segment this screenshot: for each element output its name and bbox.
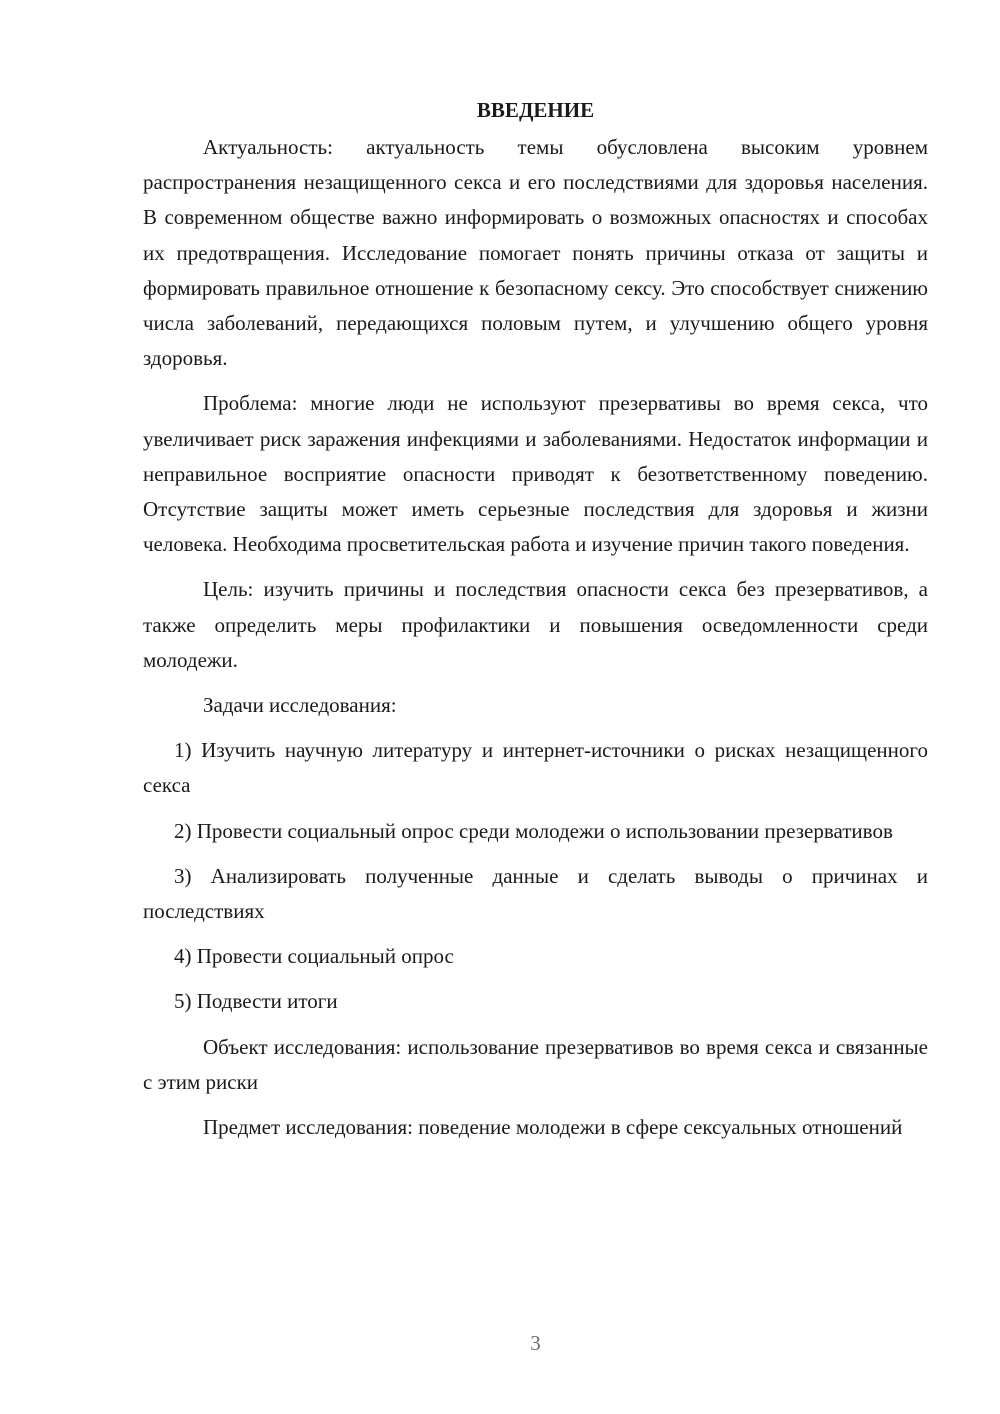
document-page [143, 92, 928, 1155]
list-item: 3) Анализировать полученные данные и сделать выводы о причинах и последствиях [143, 863, 928, 924]
problem-paragraph: Проблема: многие люди не используют презервативы во время секса, что увеличивает риск заражения инфекциями и заболеваниями. Недостаток информации и неправильное восприятие опасности приводят к безответственному поведению. Отсутствие защиты может иметь серьезные последствия для здоровья и жизни человека. Необходима просветительская работа и изучение причин такого поведения. [143, 391, 928, 557]
object-paragraph: Объект исследования: использование презервативов во время секса и связанные с этим риски [143, 1034, 928, 1094]
page-number: 3 [530, 1331, 541, 1355]
list-item: 1) Изучить научную литературу и интернет-источники о рисках незащищенного секса [143, 738, 928, 798]
tasks-list [143, 733, 928, 1019]
tasks-heading: Задачи исследования: [203, 693, 397, 718]
section-heading: ВВЕДЕНИЕ [476, 98, 595, 122]
relevance-paragraph: Актуальность: актуальность темы обусловлена высоким уровнем распространения незащищенного секса и его последствиями для здоровья населения. В современном обществе важно информировать о возможных опасностях и способах их предотвращения. Исследование помогает понять причины отказа от защиты и формировать правильное отношение к безопасному сексу. Это способствует снижению числа заболеваний, передающихся половым путем, и улучшению общего уровня здоровья. [143, 135, 928, 371]
list-item: 2) Провести социальный опрос среди молодежи о использовании презервативов [174, 818, 893, 843]
list-item: 5) Подвести итоги [174, 989, 338, 1014]
subject-paragraph: Предмет исследования: поведение молодежи в сфере сексуальных отношений [203, 1115, 903, 1140]
list-item: 4) Провести социальный опрос [174, 944, 454, 969]
goal-paragraph: Цель: изучить причины и последствия опасности секса без презервативов, а также определить меры профилактики и повышения осведомленности среди молодежи. [143, 577, 928, 672]
